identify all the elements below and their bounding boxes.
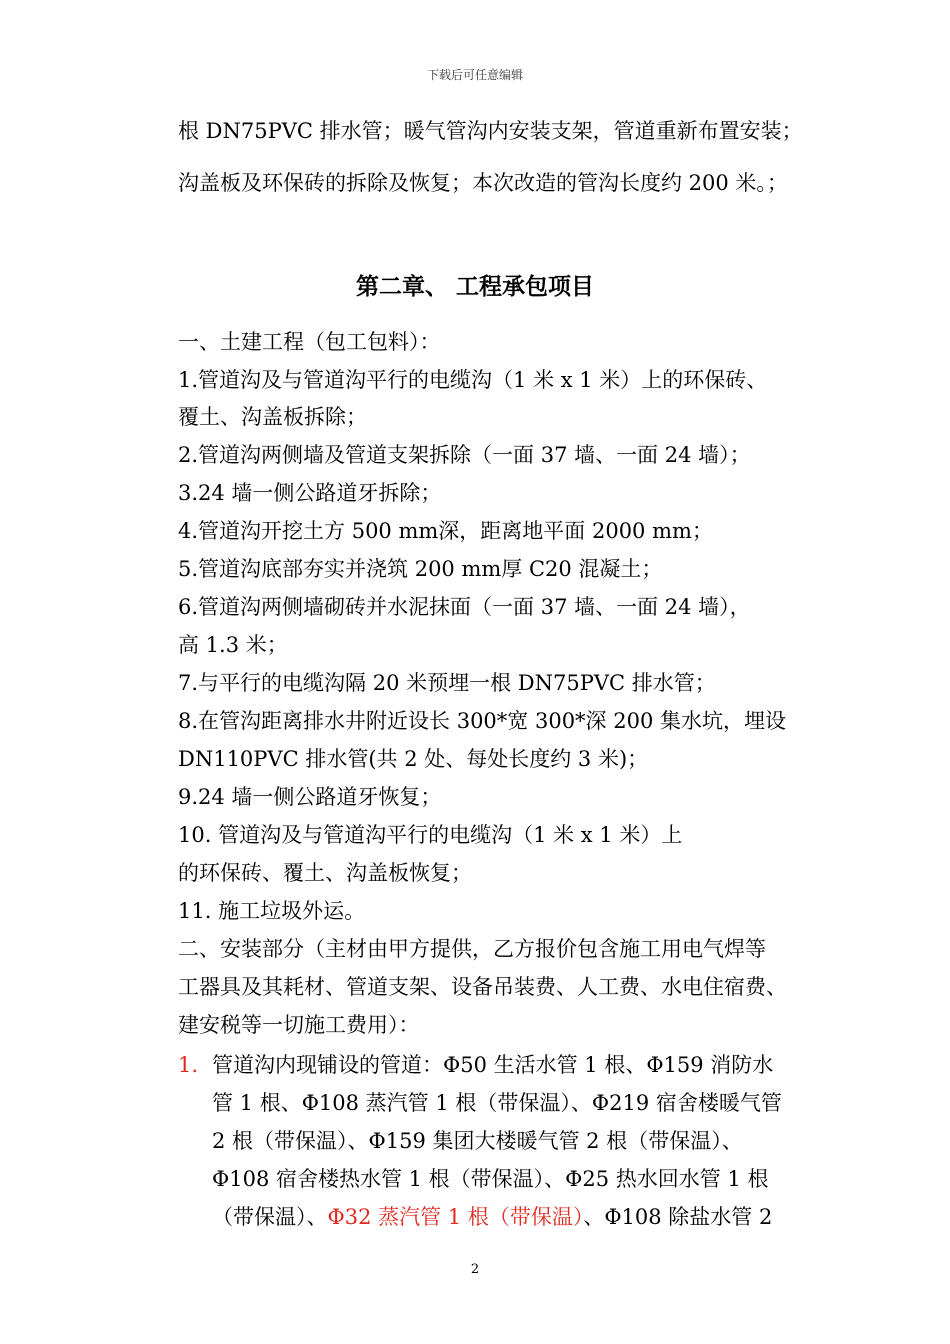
- page-number: 2: [470, 1262, 480, 1277]
- list-item: 8.在管沟距离排水井附近设长 300*宽 300*深 200 集水坑，埋设: [178, 709, 786, 733]
- list-item: 11. 施工垃圾外运。: [178, 899, 366, 923]
- page-header: 下载后可任意编辑: [426, 68, 523, 82]
- list-item: DN110PVC 排水管(共 2 处、每处长度约 3 米)；: [178, 747, 649, 771]
- list-item: 10. 管道沟及与管道沟平行的电缆沟（1 米 x 1 米）上: [178, 823, 683, 847]
- install-item-line: 管道沟内现铺设的管道：Φ50 生活水管 1 根、Φ159 消防水: [212, 1053, 774, 1077]
- intro-line: 根 DN75PVC 排水管；暖气管沟内安装支架，管道重新布置安装；: [178, 119, 803, 143]
- section-heading: 一、土建工程（包工包料）：: [178, 330, 441, 354]
- chapter-title: 第二章、 工程承包项目: [355, 274, 594, 300]
- section-text: 建安税等一切施工费用）：: [178, 1013, 420, 1037]
- list-item: 覆土、沟盖板拆除；: [178, 405, 367, 429]
- list-item: 3.24 墙一侧公路道牙拆除；: [178, 481, 442, 505]
- list-item: 7.与平行的电缆沟隔 20 米预埋一根 DN75PVC 排水管；: [178, 671, 716, 695]
- install-item-line: 2 根（带保温）、Φ159 集团大楼暖气管 2 根（带保温）、: [212, 1129, 743, 1153]
- list-item: 4.管道沟开挖土方 500 mm深，距离地平面 2000 mm；: [178, 519, 713, 543]
- install-item-line: Φ108 宿舍楼热水管 1 根（带保温）、Φ25 热水回水管 1 根: [212, 1167, 769, 1191]
- list-item: 的环保砖、覆土、沟盖板恢复；: [178, 861, 472, 885]
- install-item-number: 1.: [178, 1053, 199, 1077]
- install-item-line: 管 1 根、Φ108 蒸汽管 1 根（带保温）、Φ219 宿舍楼暖气管: [212, 1091, 782, 1115]
- intro-line: 沟盖板及环保砖的拆除及恢复；本次改造的管沟长度约 200 米。；: [178, 171, 788, 195]
- install-item-text: 、Φ108 除盐水管 2: [583, 1205, 773, 1229]
- list-item: 2.管道沟两侧墙及管道支架拆除（一面 37 墙、一面 24 墙）；: [178, 443, 751, 467]
- list-item: 高 1.3 米；: [178, 633, 288, 657]
- list-item: 5.管道沟底部夯实并浇筑 200 mm厚 C20 混凝土；: [178, 557, 663, 581]
- list-item: 6.管道沟两侧墙砌砖并水泥抹面（一面 37 墙、一面 24 墙），: [178, 595, 751, 619]
- highlighted-text: Φ32 蒸汽管 1 根（带保温）: [327, 1205, 584, 1229]
- install-item-line: [212, 1202, 772, 1232]
- list-item: 1.管道沟及与管道沟平行的电缆沟（1 米 x 1 米）上的环保砖、: [178, 368, 768, 392]
- section-heading: 二、安装部分（主材由甲方提供，乙方报价包含施工用电气焊等: [178, 937, 766, 961]
- section-text: 工器具及其耗材、管道支架、设备吊装费、人工费、水电住宿费、: [178, 975, 787, 999]
- install-item-text: （带保温）、: [212, 1205, 328, 1229]
- list-item: 9.24 墙一侧公路道牙恢复；: [178, 785, 442, 809]
